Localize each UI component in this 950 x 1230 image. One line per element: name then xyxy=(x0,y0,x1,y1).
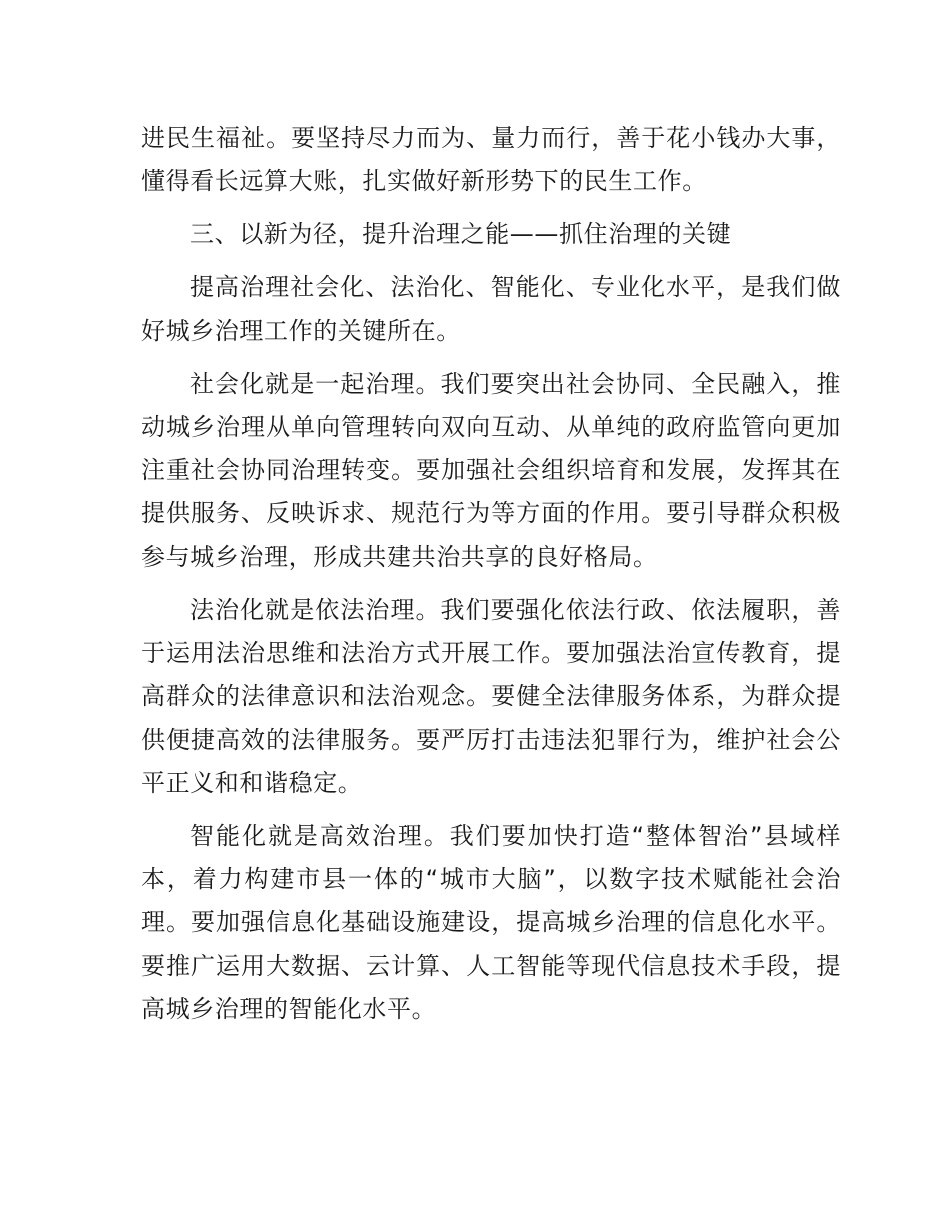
paragraph-intelligence: 智能化就是高效治理。我们要加快打造“整体智治”县域样本，着力构建市县一体的“城市大脑”，以数字技术赋能社会治理。要加强信息化基础设施建设，提高城乡治理的信息化水平。要推广运用大数据、云计算、人工智能等现代信息技术手段，提高城乡治理的智能化水平。 xyxy=(141,821,841,1024)
paragraph-continuation: 进民生福祉。要坚持尽力而为、量力而行，善于花小钱办大事，懂得看长远算大账，扎实做好新形势下的民生工作。 xyxy=(141,124,841,196)
document-body xyxy=(141,117,841,1041)
paragraph-rule-of-law: 法治化就是依法治理。我们要强化依法行政、依法履职，善于运用法治思维和法治方式开展工作。要加强法治宣传教育，提高群众的法律意识和法治观念。要健全法律服务体系，为群众提供便捷高效的法律服务。要严厉打击违法犯罪行为，维护社会公平正义和和谐稳定。 xyxy=(141,595,841,797)
paragraph-socialization: 社会化就是一起治理。我们要突出社会协同、全民融入，推动城乡治理从单向管理转向双向互动、从单纯的政府监管向更加注重社会协同治理转变。要加强社会组织培育和发展，发挥其在提供服务、反映诉求、规范行为等方面的作用。要引导群众积极参与城乡治理，形成共建共治共享的良好格局。 xyxy=(141,369,841,571)
section-heading: 三、以新为径，提升治理之能——抓住治理的关键 xyxy=(190,220,732,249)
paragraph-intro: 提高治理社会化、法治化、智能化、专业化水平，是我们做好城乡治理工作的关键所在。 xyxy=(141,273,841,345)
